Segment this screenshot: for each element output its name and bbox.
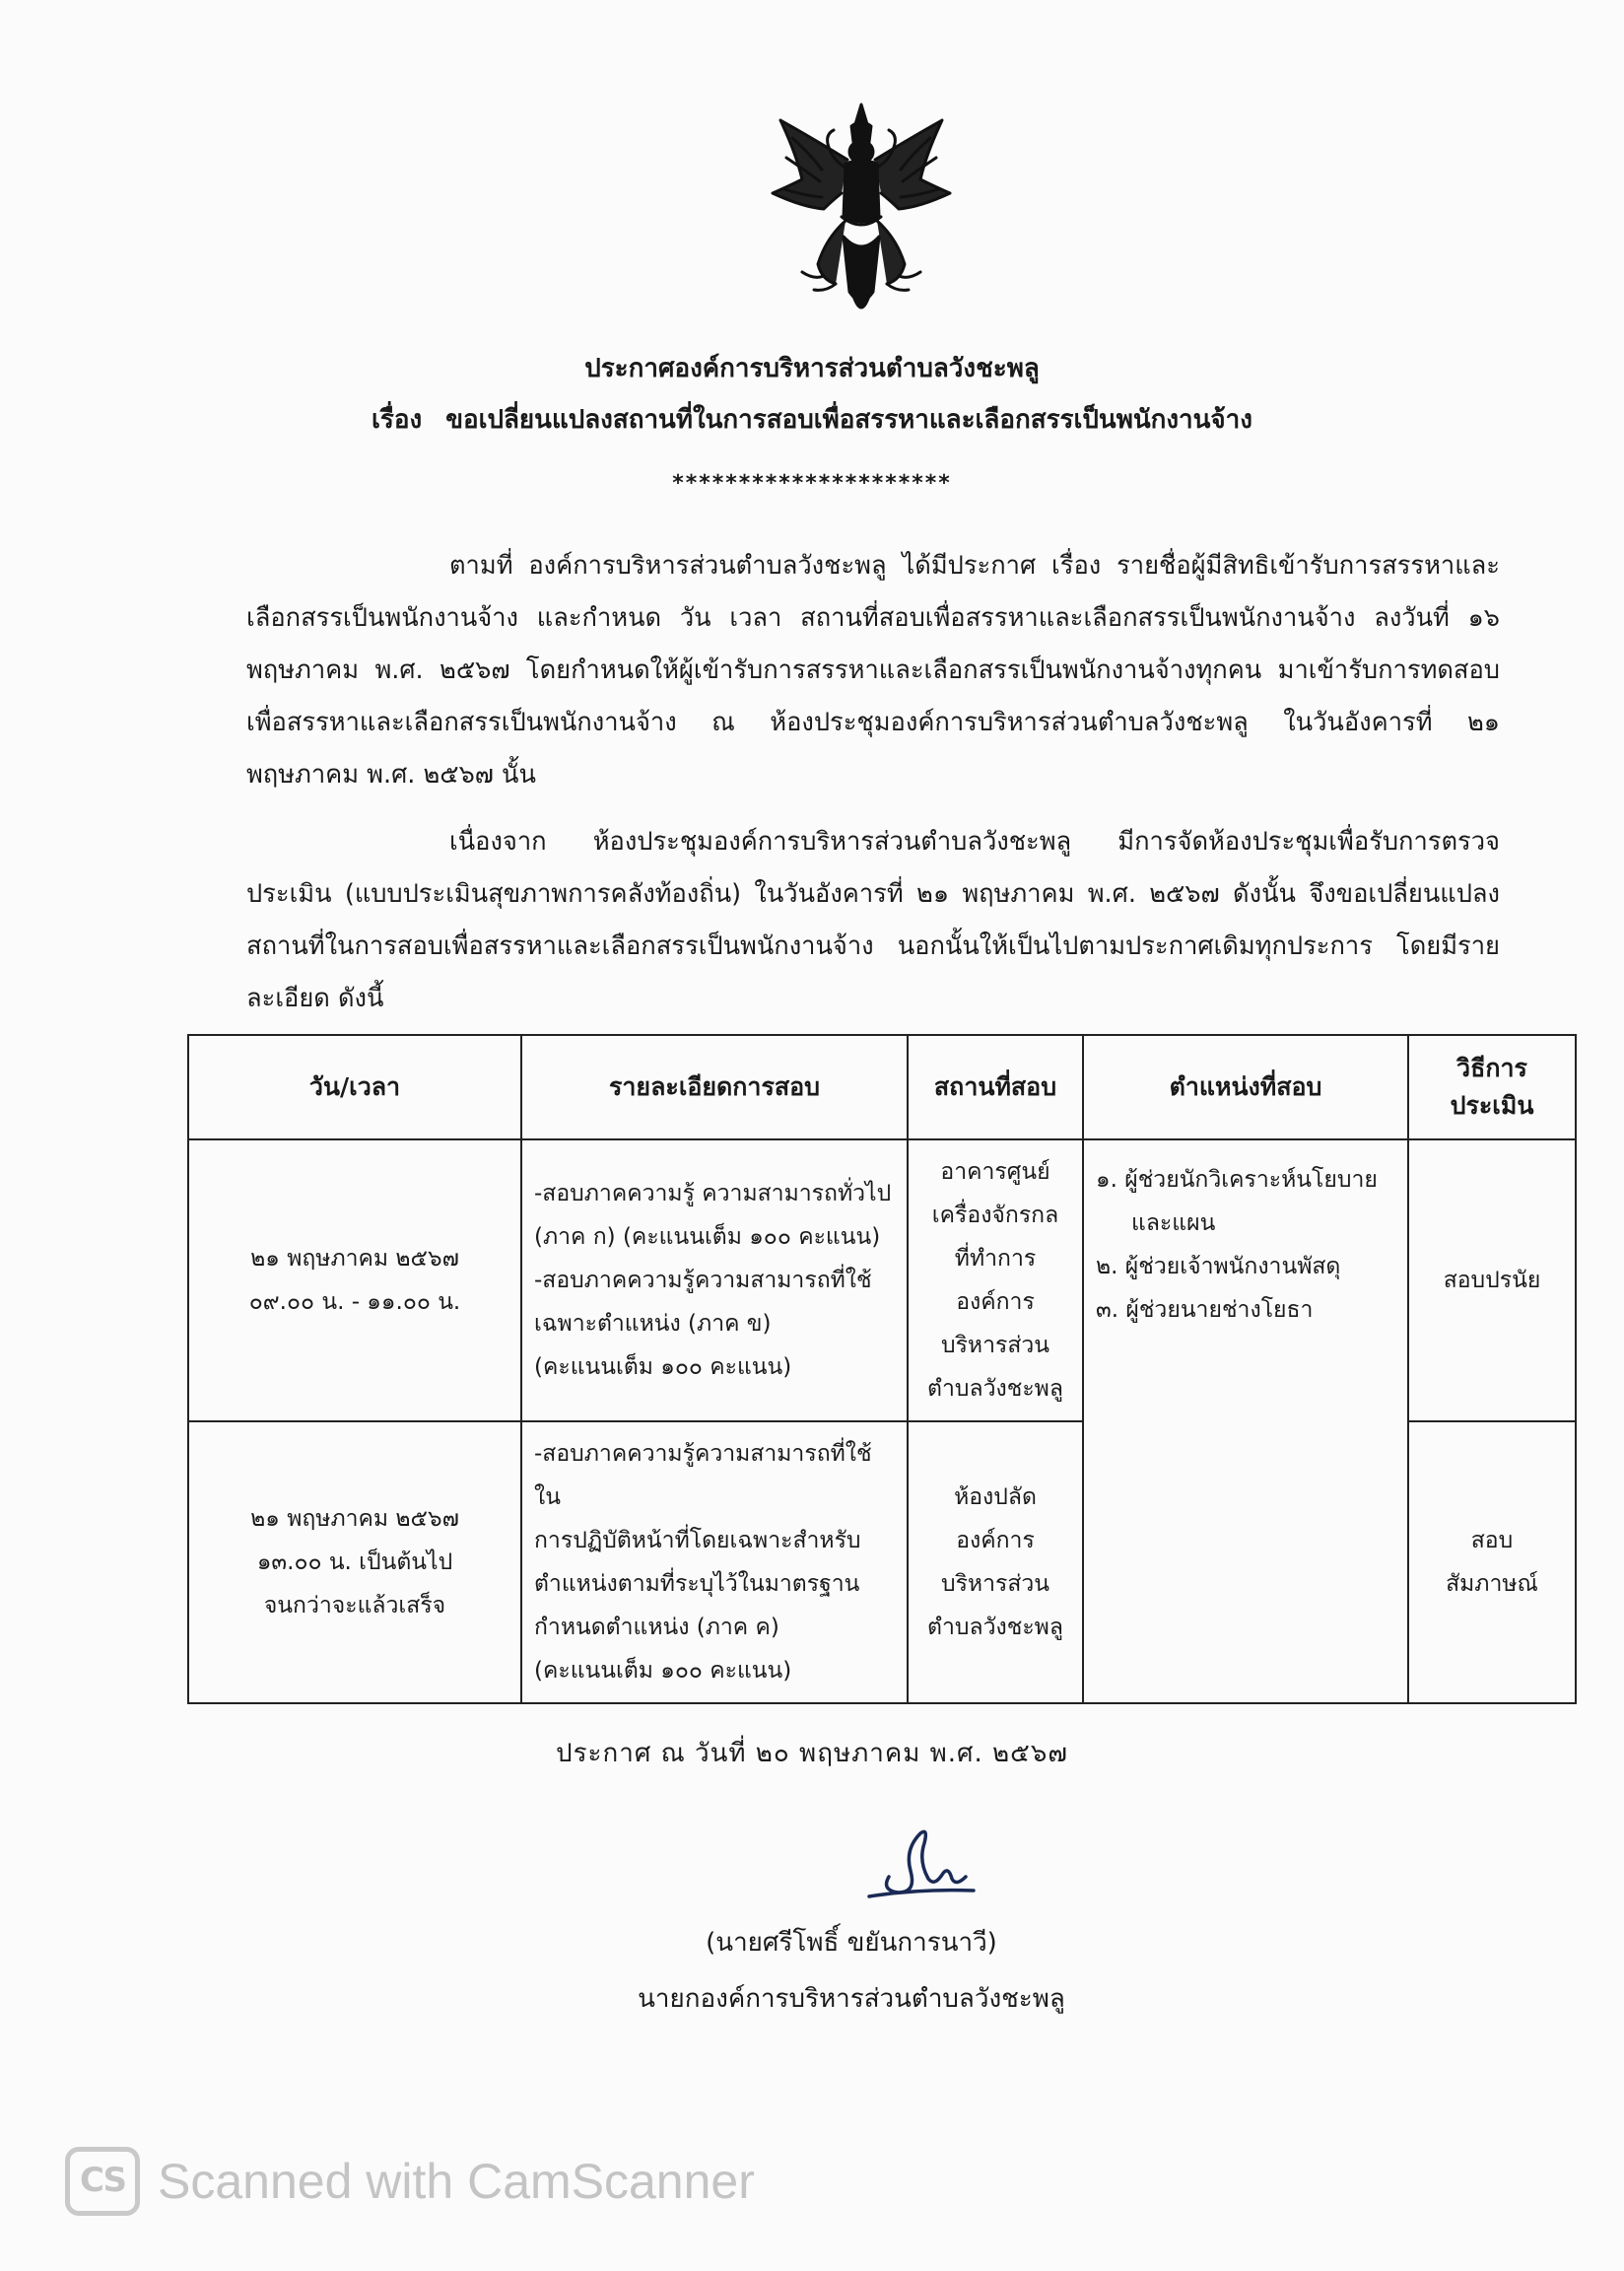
row2-detail-line: (คะแนนเต็ม ๑๐๐ คะแนน) [534,1658,792,1684]
exam-schedule-table [187,1034,1577,1704]
position-item: ๓. ผู้ช่วยนายช่างโยธา [1096,1297,1314,1323]
subject-text: ขอเปลี่ยนแปลงสถานที่ในการสอบเพื่อสรรหาและเลือกสรรเป็นพนักงานจ้าง [445,405,1252,435]
row1-time: ๐๙.๐๐ น. - ๑๑.๐๐ น. [248,1289,461,1315]
table-header-row [188,1035,1576,1139]
row2-detail-line: การปฏิบัติหน้าที่โดยเฉพาะสำหรับ [534,1528,861,1553]
table-row [188,1139,1576,1421]
cell-location [908,1421,1083,1703]
paragraph-1 [246,540,1500,801]
row2-detail-line: -สอบภาคความรู้ความสามารถที่ใช้ใน [534,1441,872,1510]
row2-location-line: ห้องปลัด [954,1484,1037,1510]
row2-time-line2: จนกว่าจะแล้วเสร็จ [263,1593,446,1618]
position-item: ๒. ผู้ช่วยเจ้าพนักงานพัสดุ [1096,1254,1341,1279]
header-datetime: วัน/เวลา [188,1035,521,1139]
row2-method-line2: สัมภาษณ์ [1446,1571,1538,1597]
header-method-line2: ประเมิน [1450,1091,1534,1120]
row1-location-line: ตำบลวังชะพลู [927,1376,1063,1402]
scanner-watermark: Scanned with CamScanner [158,2154,755,2209]
row1-detail-line: (ภาค ก) (คะแนนเต็ม ๑๐๐ คะแนน) [534,1224,881,1250]
separator-stars: ********************* [672,471,952,496]
position-item: ๑. ผู้ช่วยนักวิเคราะห์นโยบาย [1096,1167,1378,1193]
row1-detail-line: เฉพาะตำแหน่ง (ภาค ข) [534,1311,772,1337]
row1-date: ๒๑ พฤษภาคม ๒๕๖๗ [250,1246,459,1272]
subject-label: เรื่อง [372,405,423,435]
position-item-continued: และแผน [1131,1210,1216,1236]
row1-detail-line: (คะแนนเต็ม ๑๐๐ คะแนน) [534,1354,792,1380]
row2-location-line: องค์การ [956,1528,1035,1553]
row2-location-line: บริหารส่วน [940,1571,1050,1597]
announcement-subject [0,402,1624,438]
row2-location-line: ตำบลวังชะพลู [927,1615,1063,1640]
signer-title: นายกองค์การบริหารส่วนตำบลวังชะพลู [638,1984,1065,2014]
paragraph-1-text: ตามที่ องค์การบริหารส่วนตำบลวังชะพลู ได้มีประกาศ เรื่อง รายชื่อผู้มีสิทธิเข้ารับการสรรหาและเลือกสรรเป็นพนักงานจ้าง และกำหนด วัน เวลา สถานที่สอบเพื่อสรรหาและเลือกสรรเป็นพนักงานจ้าง ลงวันที่ ๑๖ พฤษภาคม พ.ศ. ๒๕๖๗ โดยกำหนดให้ผู้เข้ารับการสรรหาและเลือกสรรเป็นพนักงานจ้างทุกคน มาเข้ารับการทดสอบเพื่อสรรหาและเลือกสรรเป็นพนักงานจ้าง ณ ห้องประชุมองค์การบริหารส่วนตำบลวังชะพลู ในวันอังคารที่ ๒๑ พฤษภาคม พ.ศ. ๒๕๖๗ นั้น [246,551,1500,790]
cell-details [521,1139,908,1421]
row2-method-line1: สอบ [1470,1528,1514,1553]
row1-detail-line: -สอบภาคความรู้ ความสามารถทั่วไป [534,1181,892,1206]
cell-details [521,1421,908,1703]
announcement-date: ประกาศ ณ วันที่ ๒๐ พฤษภาคม พ.ศ. ๒๕๖๗ [556,1739,1068,1768]
garuda-emblem-icon [763,99,960,327]
row1-detail-line: -สอบภาคความรู้ความสามารถที่ใช้ [534,1268,872,1293]
cell-positions [1083,1139,1408,1703]
signature-icon [859,1822,978,1910]
signer-name: (นายศรีโพธิ์ ขยันการนาวี) [706,1928,997,1958]
announcement-title: ประกาศองค์การบริหารส่วนตำบลวังชะพลู [584,354,1040,383]
header-positions: ตำแหน่งที่สอบ [1083,1035,1408,1139]
cell-location [908,1139,1083,1421]
header-method [1408,1035,1576,1139]
cell-datetime [188,1139,521,1421]
cell-datetime [188,1421,521,1703]
header-method-line1: วิธีการ [1456,1054,1527,1082]
header-location: สถานที่สอบ [908,1035,1083,1139]
row1-location-line: เครื่องจักรกล [931,1203,1059,1228]
row1-location-line: ที่ทำการ [954,1246,1037,1272]
row2-time: ๑๓.๐๐ น. เป็นต้นไป [256,1549,453,1575]
camscanner-logo-icon: CS [65,2147,140,2216]
row2-detail-line: กำหนดตำแหน่ง (ภาค ค) [534,1615,779,1640]
header-details: รายละเอียดการสอบ [521,1035,908,1139]
row2-detail-line: ตำแหน่งตามที่ระบุไว้ในมาตรฐาน [534,1571,860,1597]
paragraph-2 [246,816,1500,1025]
paragraph-2-text: เนื่องจาก ห้องประชุมองค์การบริหารส่วนตำบลวังชะพลู มีการจัดห้องประชุมเพื่อรับการตรวจประเมิน (แบบประเมินสุขภาพการคลังท้องถิ่น) ในวันอังคารที่ ๒๑ พฤษภาคม พ.ศ. ๒๕๖๗ ดังนั้น จึงขอเปลี่ยนแปลงสถานที่ในการสอบเพื่อสรรหาและเลือกสรรเป็นพนักงานจ้าง นอกนั้นให้เป็นไปตามประกาศเดิมทุกประการ โดยมีรายละเอียด ดังนี้ [246,827,1500,1013]
row1-location-line: องค์การ [956,1289,1035,1315]
row1-location-line: อาคารศูนย์ [940,1159,1050,1185]
cell-method [1408,1421,1576,1703]
cell-method: สอบปรนัย [1408,1139,1576,1421]
row2-date: ๒๑ พฤษภาคม ๒๕๖๗ [250,1506,459,1532]
row1-location-line: บริหารส่วน [940,1333,1050,1358]
